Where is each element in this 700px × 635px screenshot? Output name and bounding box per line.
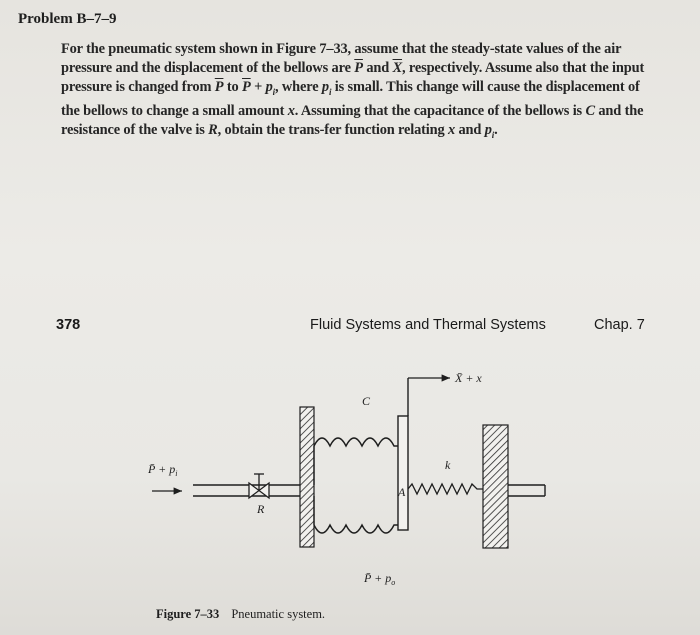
input-pipe <box>193 485 300 496</box>
label-valve-resistance: R <box>257 502 265 516</box>
guide-shaft <box>508 485 545 496</box>
label-spring-constant: k <box>445 458 451 472</box>
bellows-end-plate <box>398 416 408 530</box>
symbol-r: R <box>208 121 218 138</box>
symbol-p-bar: $\overline{P}$ <box>214 79 224 95</box>
pneumatic-system-diagram <box>0 345 700 605</box>
symbol-c: C <box>585 102 595 119</box>
symbol-x: x <box>287 102 295 119</box>
bellows-upper <box>314 438 398 446</box>
chapter-label: Chap. 7 <box>594 317 645 333</box>
problem-statement <box>61 40 651 145</box>
label-capacitance: C <box>362 394 371 408</box>
symbol-x-bar: $\overline{X}$ <box>392 60 403 76</box>
running-title: Fluid Systems and Thermal Systems <box>310 317 546 333</box>
label-bellows-pressure: P̄ + $p_o$ <box>364 571 396 587</box>
text-segment: , where <box>275 79 322 95</box>
page-header <box>56 317 646 337</box>
text-segment: and <box>455 121 485 138</box>
text-segment: and <box>362 60 393 76</box>
text-segment: is small. This change will cause the displacement of the bellows to change a small amount <box>61 79 640 119</box>
symbol-p-bar: $\overline{P}$ <box>354 60 363 76</box>
valve-icon <box>249 474 269 498</box>
figure-caption <box>156 607 325 622</box>
text-segment: , respectively. Assume also that the input pressure is changed from <box>61 60 645 95</box>
symbol-pi: $p_i$ <box>265 79 275 97</box>
figure-caption-text: Pneumatic system. <box>231 607 326 621</box>
symbol-pi: $p_i$ <box>321 79 332 97</box>
symbol-p-bar: $\overline{P}$ <box>242 79 251 95</box>
spring-icon <box>408 484 483 494</box>
text-segment: + <box>250 79 266 95</box>
right-wall <box>483 425 508 548</box>
problem-heading: Problem B–7–9 <box>18 11 117 27</box>
label-area: A <box>398 485 406 499</box>
figure-number: Figure 7–33 <box>156 607 220 621</box>
text-segment: . Assuming that the capacitance of the bellows is <box>294 102 586 119</box>
label-input-pressure: P̄ + $p_i$ <box>148 462 178 478</box>
symbol-x: x <box>447 121 456 138</box>
page-number: 378 <box>56 317 81 333</box>
text-segment: and the resistance of the valve is <box>61 102 644 138</box>
text-segment: For the pneumatic system shown in Figure 7–33, assume that the steady-state values of the air pressure and the displacement of the bellows are <box>61 41 622 76</box>
text-segment: . <box>494 121 498 138</box>
bellows-lower <box>314 525 398 533</box>
left-wall <box>300 407 314 547</box>
label-output-displacement: X̄ + x <box>455 371 482 385</box>
symbol-pi: $p_i$ <box>484 121 495 140</box>
text-segment: , obtain the trans-fer function relating <box>217 121 448 138</box>
text-segment: to <box>223 79 242 95</box>
